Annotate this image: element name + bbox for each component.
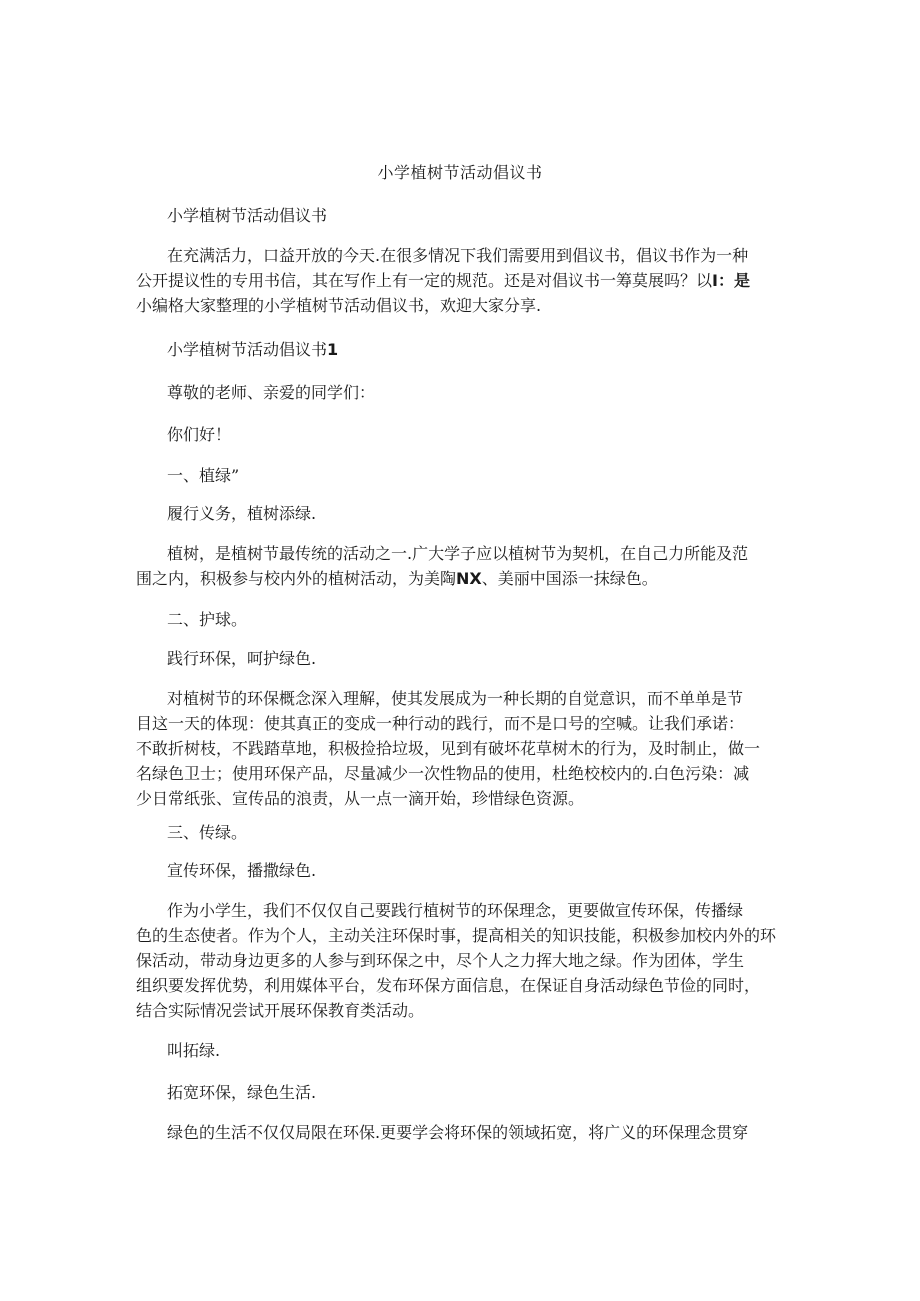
- section-3-line-3: 保活动，带动身边更多的人参与到环保之中，尽个人之力挥大地之绿。作为团体，学生: [136, 951, 745, 970]
- section-2-body: [136, 686, 786, 811]
- section-4-subtitle: 拓宽环保，绿色生活.: [167, 1083, 317, 1102]
- section-1-body: [136, 541, 786, 591]
- section-1-subtitle: 履行义务，植树添绿.: [167, 504, 317, 523]
- intro-line-3: 小编格大家整理的小学植树节活动倡议书，欢迎大家分享.: [136, 296, 542, 315]
- section-3-line-2: 色的生态使者。作为个人，主动关注环保时事，提高相关的知识技能，积极参加校内外的环: [136, 926, 777, 945]
- section-2-title: 二、护球。: [167, 610, 248, 629]
- section-2-line-5: 少日常纸张、宣传品的浪责，从一点一滴开始，珍惜绿色资源。: [136, 789, 585, 808]
- section-2-line-4: 名绿色卫士；使用环保产品，尽量减少一次性物品的使用，杜绝校校内的.白色污染：减: [136, 764, 750, 783]
- section-1-line-2: [136, 566, 786, 591]
- greeting-line-2: 你们好！: [167, 425, 232, 444]
- intro-paragraph: [136, 243, 786, 318]
- heading-1-number: 1: [327, 340, 339, 359]
- intro-line-2: [136, 268, 786, 293]
- section-2-line-3: 不敢折树枝，不践踏草地，积极捡拾垃圾，见到有破坏花草树木的行为，及时制止，做一: [136, 739, 761, 758]
- document-title: 小学植树节活动倡议书: [377, 163, 543, 182]
- section-3-subtitle: 宣传环保，播撒绿色.: [167, 861, 317, 880]
- greeting-line-1: 尊敬的老师、亲爱的同学们：: [167, 383, 376, 402]
- section-4-title: 叫拓绿.: [167, 1041, 221, 1060]
- section-4-line-1: 绿色的生活不仅仅局限在环保.更要学会将环保的领域拓宽，将广义的环保理念贯穿: [167, 1123, 749, 1142]
- section-1-line-2-tail: 、美丽中国添一抹绿色。: [481, 569, 658, 588]
- section-3-line-1: 作为小学生，我们不仅仅自己要践行植树节的环保理念，更要做宣传环保，传播绿: [167, 901, 744, 920]
- heading-1-text: 小学植树节活动倡议书: [167, 340, 328, 359]
- section-1-line-1: 植树，是植树节最传统的活动之一.广大学子应以植树节为契机，在自己力所能及范: [167, 544, 749, 563]
- section-2-line-1: 对植树节的环保概念深入理解，使其发展成为一种长期的自觉意识，而不单单是节: [167, 689, 744, 708]
- section-1-line-2-text: 围之内，积极参与校内外的植树活动，为美陶: [136, 569, 457, 588]
- document-subtitle: 小学植树节活动倡议书: [167, 206, 328, 225]
- section-3-title: 三、传绿。: [167, 823, 248, 842]
- section-1-title: 一、植绿”: [167, 466, 240, 485]
- section-4-body: [136, 1120, 786, 1145]
- section-3-line-5: 结合实际情况尝试开展环保教育类活动。: [136, 1001, 425, 1020]
- heading-1: [167, 339, 338, 361]
- section-1-mark: NX: [456, 569, 482, 588]
- intro-line-2-text: 公开提议性的专用书信，其在写作上有一定的规范。还是对倡议书一筹莫展吗？以: [136, 271, 713, 290]
- section-2-line-2: 目这一天的体现：使其真正的变成一种行动的践行，而不是口号的空喊。让我们承诺：: [136, 714, 745, 733]
- intro-mark: I：是: [712, 271, 750, 290]
- intro-line-1: 在充满活力，口益开放的今天.在很多情况下我们需要用到倡议书，倡议书作为一种: [167, 246, 749, 265]
- section-3-body: [136, 898, 786, 1023]
- section-2-subtitle: 践行环保，呵护绿色.: [167, 649, 317, 668]
- section-3-line-4: 组织要发挥优势，利用媒体平台，发布环保方面信息，在保证自身活动绿色节俭的同时，: [136, 976, 761, 995]
